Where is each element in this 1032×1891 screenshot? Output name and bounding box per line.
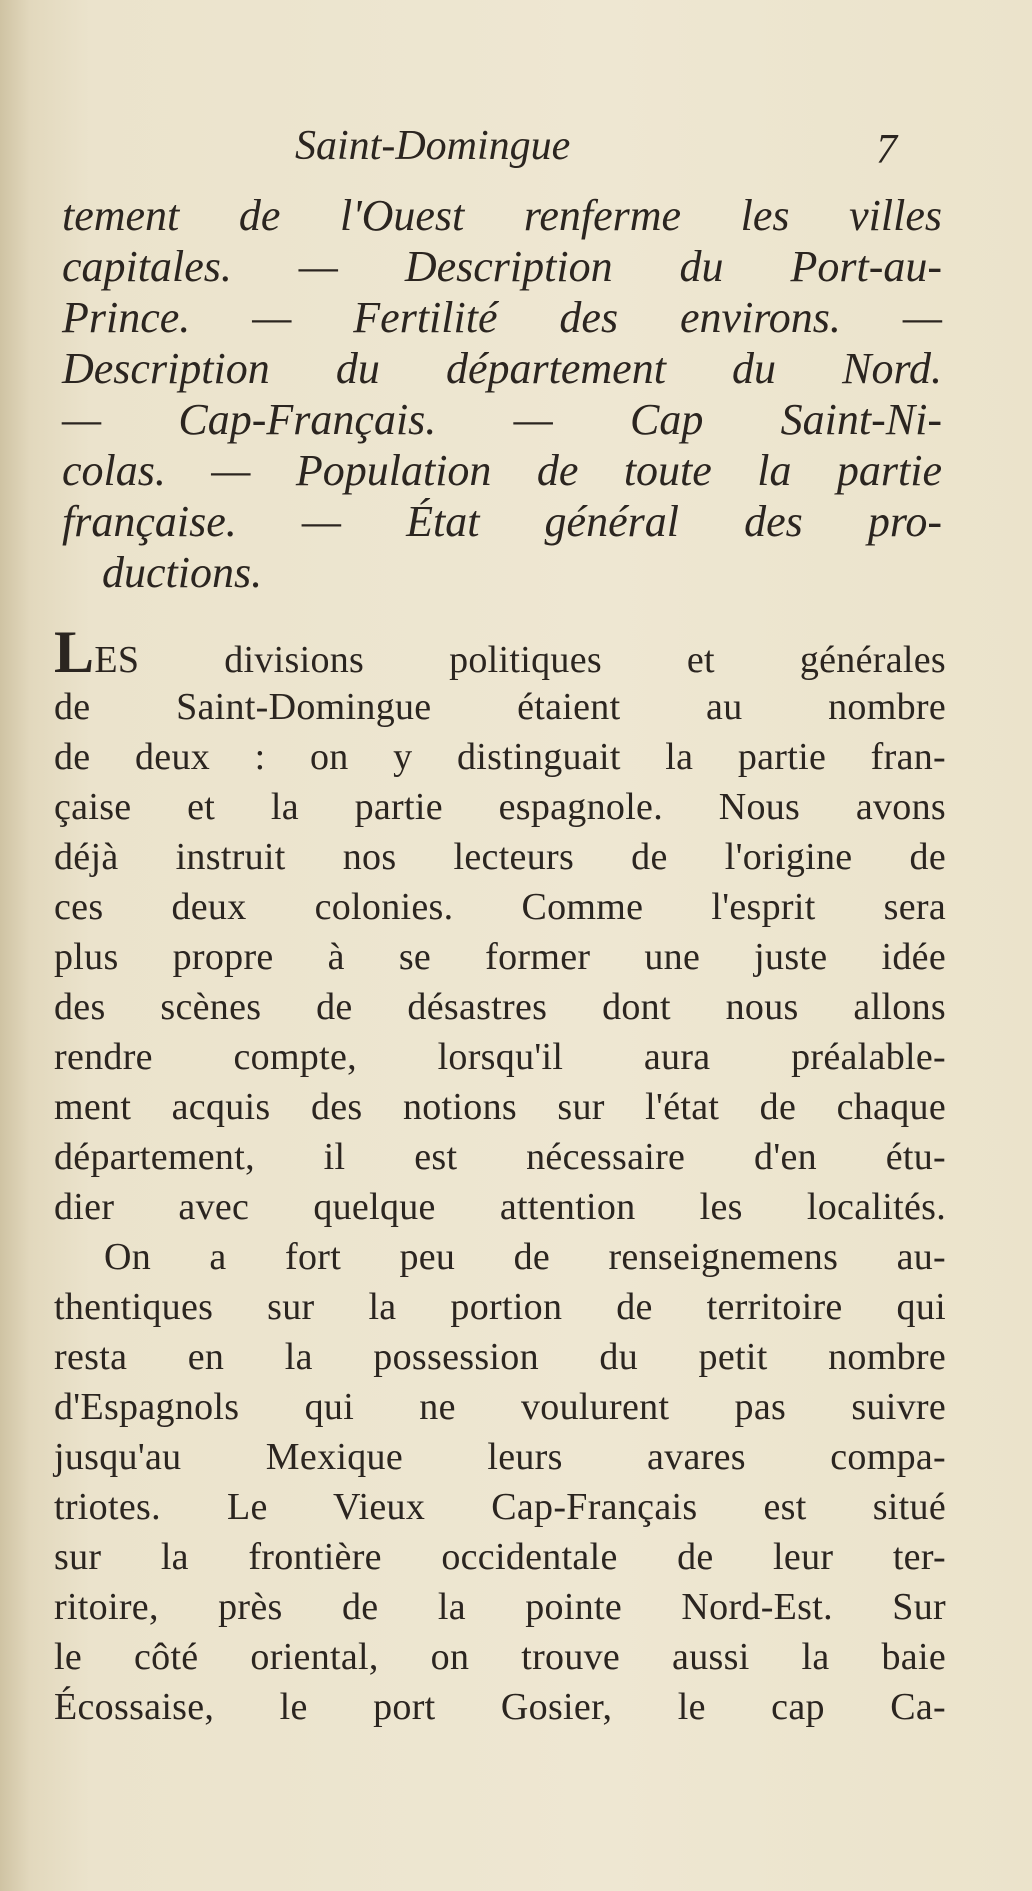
body-line: On a fort peu de renseignemens au-: [104, 1236, 946, 1278]
chapter-summary: [62, 190, 942, 598]
summary-line: — Cap-Français. — Cap Saint-Ni-: [62, 395, 942, 444]
summary-line: ductions.: [102, 548, 263, 597]
summary-line: capitales. — Description du Port-au-: [62, 242, 942, 291]
summary-line: tement de l'Ouest renferme les villes: [62, 191, 942, 240]
summary-line: Prince. — Fertilité des environs. —: [62, 293, 942, 342]
body-line: thentiques sur la portion de territoire qui: [54, 1286, 946, 1328]
body-line: ment acquis des notions sur l'état de chaque: [54, 1086, 946, 1128]
body-line: d'Espagnols qui ne voulurent pas suivre: [54, 1386, 946, 1428]
body-line: département, il est nécessaire d'en étu-: [54, 1136, 946, 1178]
body-line: ces deux colonies. Comme l'esprit sera: [54, 886, 946, 928]
body-line: le côté oriental, on trouve aussi la baie: [54, 1636, 946, 1678]
body-line: déjà instruit nos lecteurs de l'origine de: [54, 836, 946, 878]
paragraph-first-line: [54, 619, 946, 685]
page-header: [0, 122, 1032, 182]
body-line: triotes. Le Vieux Cap-Français est situé: [54, 1486, 946, 1528]
body-line: resta en la possession du petit nombre: [54, 1336, 946, 1378]
summary-line: colas. — Population de toute la partie: [62, 446, 942, 495]
body-line: ritoire, près de la pointe Nord-Est. Sur: [54, 1586, 946, 1628]
page-number: 7: [876, 127, 897, 173]
body-line: jusqu'au Mexique leurs avares compa-: [54, 1436, 946, 1478]
body-line: plus propre à se former une juste idée: [54, 936, 946, 978]
body-line: çaise et la partie espagnole. Nous avons: [54, 786, 946, 828]
first-line-text: ES divisions politiques et générales: [94, 639, 946, 681]
body-line: rendre compte, lorsqu'il aura préalable-: [54, 1036, 946, 1078]
body-line: sur la frontière occidentale de leur ter-: [54, 1536, 946, 1578]
running-title: Saint-Domingue: [295, 123, 571, 169]
body-line: de deux : on y distinguait la partie fran-: [54, 736, 946, 778]
summary-line: française. — État général des pro-: [62, 497, 942, 546]
body-line: de Saint-Domingue étaient au nombre: [54, 686, 946, 728]
body-line: des scènes de désastres dont nous allons: [54, 986, 946, 1028]
drop-cap: L: [54, 619, 95, 685]
body-line: dier avec quelque attention les localités.: [54, 1186, 946, 1228]
body-line: Écossaise, le port Gosier, le cap Ca-: [54, 1686, 946, 1728]
summary-line: Description du département du Nord.: [62, 344, 942, 393]
body-text: [54, 619, 946, 1732]
